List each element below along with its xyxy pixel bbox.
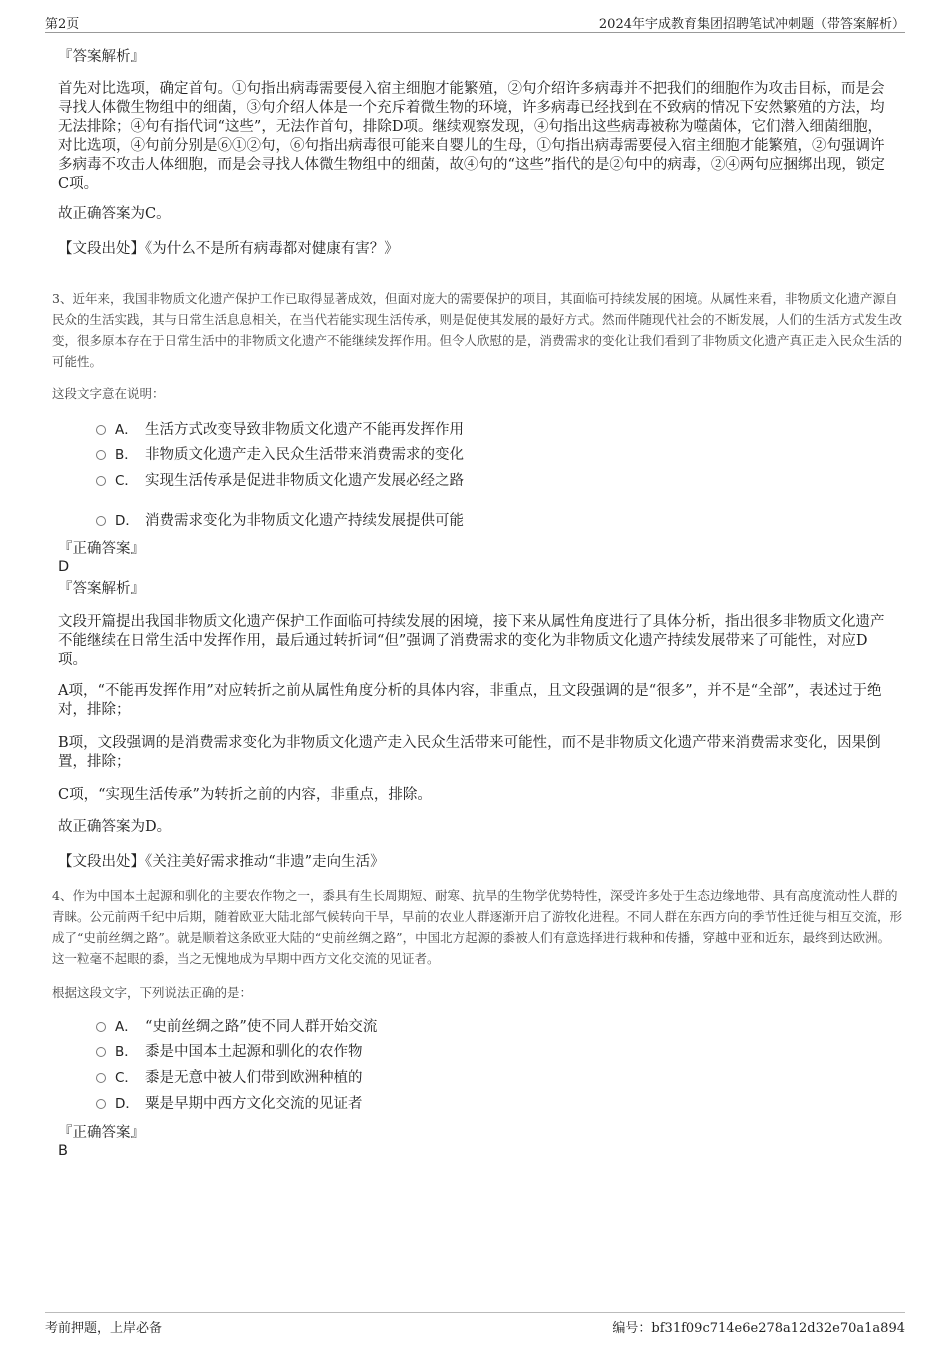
option-a[interactable]: A． 生活方式改变导致非物质文化遗产不能再发挥作用 — [96, 420, 464, 440]
option-c[interactable]: C． 黍是无意中被人们带到欧洲种植的 — [96, 1068, 363, 1088]
answer-heading: 『正确答案』 — [58, 1125, 145, 1141]
answer-heading: 『正确答案』 — [58, 541, 145, 557]
radio-icon[interactable] — [96, 516, 106, 526]
analysis-heading: 『答案解析』 — [58, 49, 145, 65]
analysis-paragraph: B项，文段强调的是消费需求变化为非物质文化遗产走入民众生活带来可能性，而不是非物质文化遗产带来消费需求变化，因果倒置，排除； — [58, 735, 881, 770]
answer-value: B — [58, 1143, 68, 1159]
option-text: 黍是中国本土起源和驯化的农作物 — [145, 1044, 363, 1060]
answer-value: D — [58, 559, 70, 575]
question-prompt: 根据这段文字，下列说法正确的是： — [52, 985, 253, 1000]
option-b[interactable]: B． 非物质文化遗产走入民众生活带来消费需求的变化 — [96, 445, 464, 465]
analysis-paragraph: A项，“不能再发挥作用”对应转折之前从属性角度分析的具体内容，非重点，且文段强调的是“很多”，并不是“全部”，表述过于绝对，排除； — [58, 683, 882, 718]
radio-icon[interactable] — [96, 1022, 106, 1032]
option-a[interactable]: A． “史前丝绸之路”使不同人群开始交流 — [96, 1017, 377, 1037]
radio-icon[interactable] — [96, 1047, 106, 1057]
analysis-paragraph: 首先对比选项，确定首句。①句指出病毒需要侵入宿主细胞才能繁殖，②句介绍许多病毒并不把我们的细胞作为攻击目标，而是会寻找人体微生物组中的细菌，③句介绍人体是一个充斥着微生物的环境，许多病毒已经找到在不致病的情况下安然繁殖的方法，均无法排除；④句有指代词“这些”，无法作首句，排除D项。继续观察发现，④句指出这些病毒被称为噬菌体，它们潜入细菌细胞，对比选项，④句前分别是⑥①②句，⑥句指出病毒很可能来自婴儿的生母，①句指出病毒需要侵入宿主细胞才能繁殖，②句强调许多病毒不攻击人体细胞，而是会寻找人体微生物组中的细菌，故④句的“这些”指代的是②句中的病毒，②④两句应捆绑出现，锁定C项。 — [58, 81, 885, 192]
question-stem: 4、作为中国本土起源和驯化的主要农作物之一，黍具有生长周期短、耐寒、抗旱的生物学优势特性，深受许多处于生态边缘地带、具有高度流动性人群的青睐。公元前两千纪中后期，随着欧亚大陆北部气候转向干旱，早前的农业人群逐渐开启了游牧化进程。不同人群在东西方向的季节性迁徙与相互交流，形成了“史前丝绸之路”。就是顺着这条欧亚大陆的“史前丝绸之路”，中国北方起源的黍被人们有意选择进行栽种和传播，穿越中亚和近东，最终到达欧洲。这一粒毫不起眼的黍，当之无愧地成为早期中西方文化交流的见证者。 — [52, 888, 903, 966]
option-c[interactable]: C． 实现生活传承是促进非物质文化遗产发展必经之路 — [96, 471, 464, 491]
question-stem: 3、近年来，我国非物质文化遗产保护工作已取得显著成效，但面对庞大的需要保护的项目，其面临可持续发展的困境。从属性来看，非物质文化遗产源自民众的生活实践，其与日常生活息息相关，在当代若能实现生活传承，则是促使其发展的最好方式。然而伴随现代社会的不断发展，人们的生活方式发生改变，很多原本存在于日常生活中的非物质文化遗产不能继续发挥作用。但令人欣慰的是，消费需求的变化让我们看到了非物质文化遗产真正走入民众生活的可能性。 — [52, 291, 903, 369]
document-title: 2024年宇成教育集团招聘笔试冲刺题（带答案解析） — [598, 17, 905, 32]
option-text: “史前丝绸之路”使不同人群开始交流 — [145, 1019, 378, 1035]
option-text: 粟是早期中西方文化交流的见证者 — [145, 1096, 363, 1112]
option-text: 生活方式改变导致非物质文化遗产不能再发挥作用 — [145, 422, 464, 438]
page-number: 第2页 — [45, 17, 80, 32]
page-header — [45, 10, 905, 33]
option-d[interactable]: D． 粟是早期中西方文化交流的见证者 — [96, 1094, 363, 1114]
analysis-paragraph: 文段开篇提出我国非物质文化遗产保护工作面临可持续发展的困境，接下来从属性角度进行了具体分析，指出很多非物质文化遗产不能继续在日常生活中发挥作用，最后通过转折词“但”强调了消费需求的变化为非物质文化遗产持续发展带来了可能性，对应D项。 — [58, 614, 885, 668]
conclusion: 故正确答案为C。 — [58, 206, 171, 222]
analysis-paragraph: C项，“实现生活传承”为转折之前的内容，非重点，排除。 — [58, 787, 432, 803]
conclusion: 故正确答案为D。 — [58, 819, 172, 835]
radio-icon[interactable] — [96, 1099, 106, 1109]
document-id: 编号：bf31f09c714e6e278a12d32e70a1a894 — [612, 1321, 905, 1336]
question-prompt: 这段文字意在说明： — [52, 386, 165, 401]
radio-icon[interactable] — [96, 425, 106, 435]
option-d[interactable]: D． 消费需求变化为非物质文化遗产持续发展提供可能 — [96, 511, 464, 531]
radio-icon[interactable] — [96, 450, 106, 460]
radio-icon[interactable] — [96, 1073, 106, 1083]
page-footer — [45, 1312, 905, 1335]
analysis-heading: 『答案解析』 — [58, 581, 145, 597]
option-b[interactable]: B． 黍是中国本土起源和驯化的农作物 — [96, 1042, 363, 1062]
option-text: 黍是无意中被人们带到欧洲种植的 — [145, 1070, 363, 1086]
option-text: 实现生活传承是促进非物质文化遗产发展必经之路 — [145, 473, 464, 489]
radio-icon[interactable] — [96, 476, 106, 486]
footer-slogan: 考前押题，上岸必备 — [45, 1321, 163, 1336]
source-citation: 【文段出处】《关注美好需求推动“非遗”走向生活》 — [58, 854, 385, 870]
option-text: 消费需求变化为非物质文化遗产持续发展提供可能 — [145, 513, 464, 529]
option-text: 非物质文化遗产走入民众生活带来消费需求的变化 — [145, 447, 464, 463]
source-citation: 【文段出处】《为什么不是所有病毒都对健康有害？》 — [58, 241, 399, 257]
